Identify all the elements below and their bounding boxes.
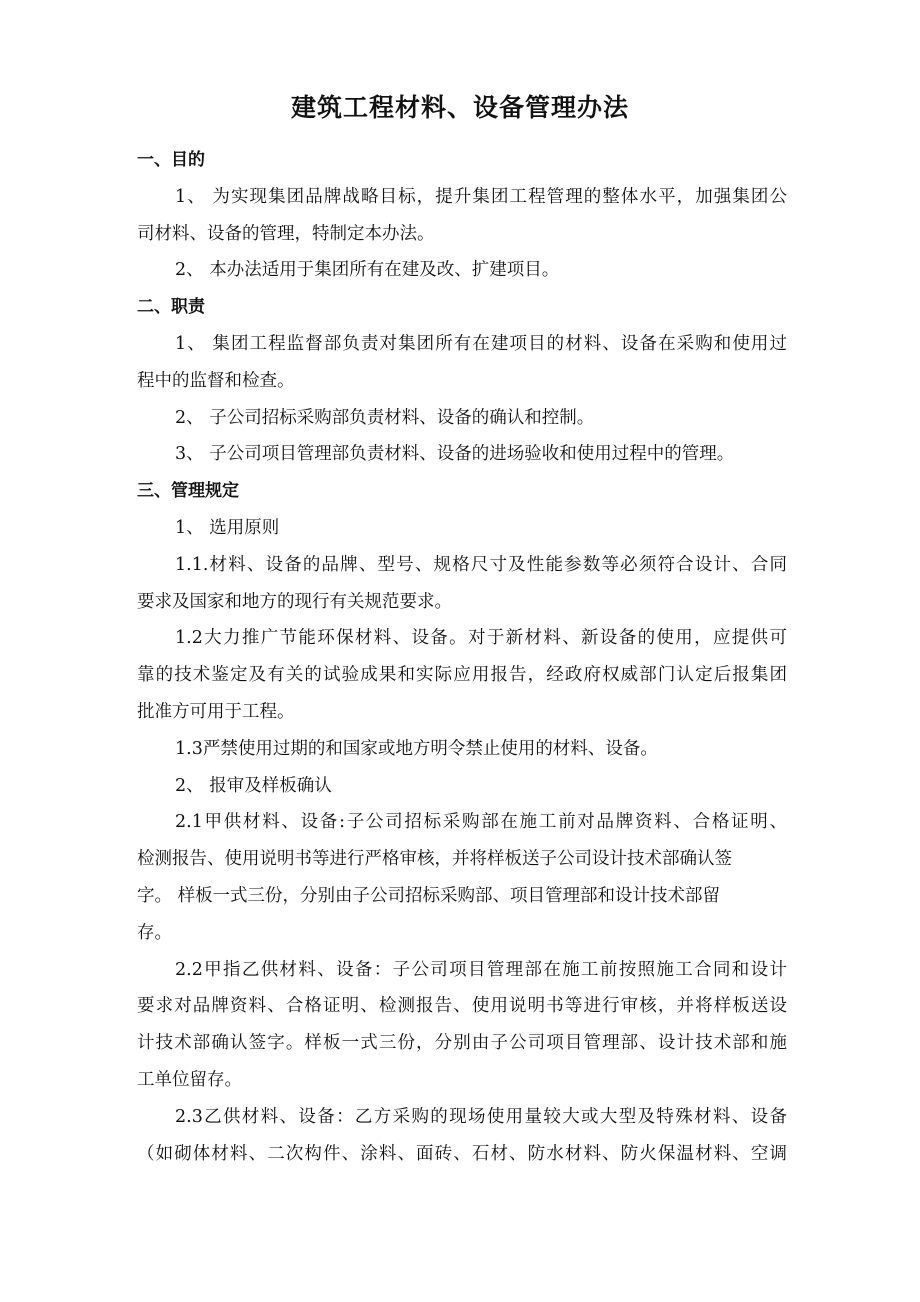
- paragraph-line: 2、 子公司招标采购部负责材料、设备的确认和控制。: [175, 407, 595, 428]
- paragraph-line: 计技术部确认签字。样板一式三份，分别由子公司项目管理部、设计技术部和施: [137, 1033, 787, 1054]
- paragraph-line: 2.1甲供材料、设备:子公司招标采购部在施工前对品牌资料、合格证明、: [175, 812, 787, 833]
- paragraph-line: 要求及国家和地方的现行有关规范要求。: [137, 591, 452, 612]
- subsection-heading: 2、 报审及样板确认: [175, 775, 332, 796]
- paragraph-line: 存。: [137, 922, 172, 943]
- document-title: 建筑工程材料、设备管理办法: [290, 93, 629, 122]
- paragraph-line: 检测报告、使用说明书等进行严格审核，并将样板送子公司设计技术部确认签: [137, 849, 732, 870]
- paragraph-line: 2.2甲指乙供材料、设备：子公司项目管理部在施工前按照施工合同和设计: [175, 959, 787, 980]
- paragraph-line: 工单位留存。: [137, 1069, 242, 1090]
- section-heading: 一、目的: [137, 150, 205, 170]
- paragraph-line: 程中的监督和检查。: [137, 370, 295, 391]
- paragraph-line: 要求对品牌资料、合格证明、检测报告、使用说明书等进行审核，并将样板送设: [137, 996, 787, 1017]
- paragraph-line: 司材料、设备的管理，特制定本办法。: [137, 223, 435, 244]
- paragraph-line: 1、 集团工程监督部负责对集团所有在建项目的材料、设备在采购和使用过: [175, 333, 787, 354]
- paragraph-line: 2、 本办法适用于集团所有在建及改、扩建项目。: [175, 260, 560, 281]
- paragraph-line: 1.3严禁使用过期的和国家或地方明令禁止使用的材料、设备。: [175, 738, 658, 759]
- paragraph-line: 3、 子公司项目管理部负责材料、设备的进场验收和使用过程中的管理。: [175, 444, 735, 465]
- section-heading: 三、管理规定: [137, 481, 239, 502]
- paragraph-line: 批准方可用于工程。: [137, 701, 295, 722]
- paragraph-line: 靠的技术鉴定及有关的试验成果和实际应用报告，经政府权威部门认定后报集团: [137, 665, 787, 686]
- paragraph-line: 2.3乙供材料、设备：乙方采购的现场使用量较大或大型及特殊材料、设备: [175, 1106, 787, 1127]
- document-body: [137, 142, 787, 1172]
- paragraph-line: 1、 为实现集团品牌战略目标，提升集团工程管理的整体水平，加强集团公: [175, 186, 787, 207]
- subsection-heading: 1、 选用原则: [175, 517, 280, 538]
- paragraph-line: 1.1.材料、设备的品牌、型号、规格尺寸及性能参数等必须符合设计、合同: [175, 554, 787, 575]
- paragraph-line: 字。 样板一式三份，分别由子公司招标采购部、项目管理部和设计技术部留: [137, 885, 721, 906]
- section-heading: 二、职责: [137, 297, 205, 318]
- paragraph-line: （如砌体材料、二次构件、涂料、面砖、石材、防水材料、防火保温材料、空调: [137, 1143, 787, 1164]
- paragraph-line: 1.2大力推广节能环保材料、设备。对于新材料、新设备的使用，应提供可: [175, 628, 787, 649]
